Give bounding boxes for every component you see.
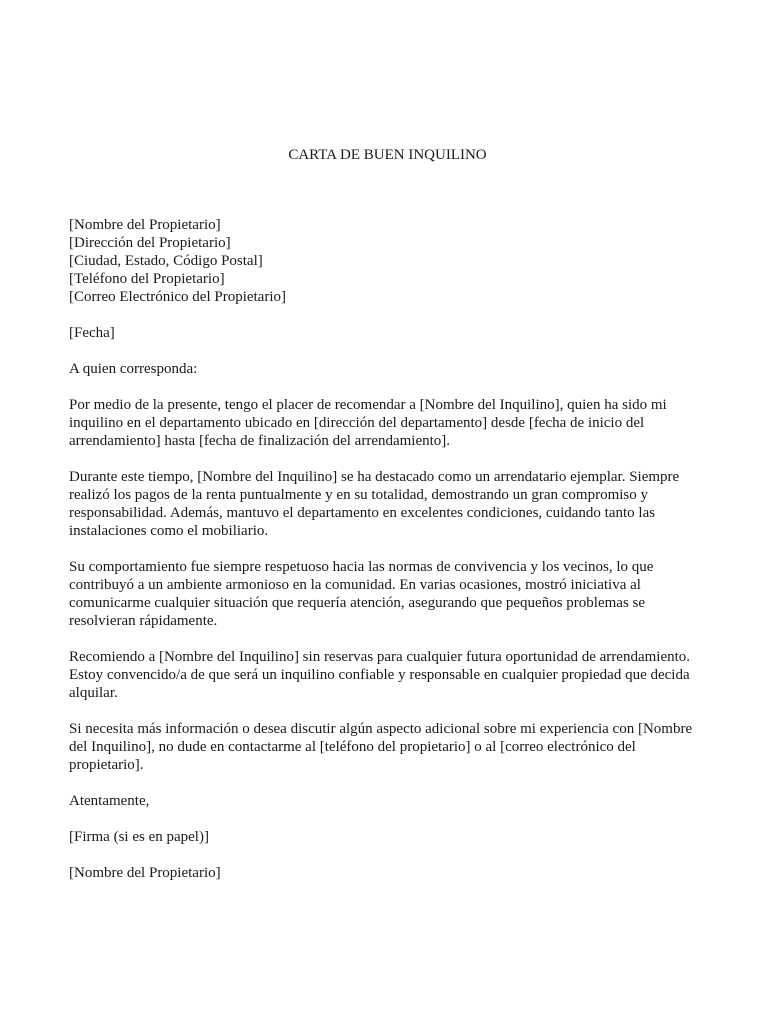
body-paragraph-3: Su comportamiento fue siempre respetuoso hacia las normas de convivencia y los vecinos, lo que contribuyó a un ambiente armonioso en la comunidad. En varias ocasiones, mostró iniciativa al comunicarme cualquier situación que requería atención, asegurando que pequeños problemas se resolvieran rápidamente. bbox=[69, 559, 654, 629]
address-line-phone: [Teléfono del Propietario] bbox=[69, 271, 225, 287]
address-line-email: [Correo Electrónico del Propietario] bbox=[69, 289, 287, 305]
address-line-name: [Nombre del Propietario] bbox=[69, 217, 221, 233]
letter-salutation: A quien corresponda: bbox=[69, 361, 198, 377]
letter-closing: Atentamente, bbox=[69, 793, 150, 809]
sender-address-block bbox=[69, 216, 701, 306]
signature-placeholder: [Firma (si es en papel)] bbox=[69, 829, 209, 845]
address-line-city: [Ciudad, Estado, Código Postal] bbox=[69, 253, 263, 269]
signer-name: [Nombre del Propietario] bbox=[69, 865, 221, 881]
address-line-street: [Dirección del Propietario] bbox=[69, 235, 231, 251]
body-paragraph-5: Si necesita más información o desea discutir algún aspecto adicional sobre mi experiencia con [Nombre del Inquilino], no dude en contactarme al [teléfono del propietario] o al [correo electrónico del propietario]. bbox=[69, 721, 693, 773]
letter-body bbox=[69, 146, 701, 900]
document-title: CARTA DE BUEN INQUILINO bbox=[288, 147, 487, 163]
letter-date: [Fecha] bbox=[69, 325, 115, 341]
body-paragraph-4: Recomiendo a [Nombre del Inquilino] sin reservas para cualquier futura oportunidad de arrendamiento. Estoy convencido/a de que será un inquilino confiable y responsable en cualquier propiedad que decida alquilar. bbox=[69, 649, 691, 701]
body-paragraph-1: Por medio de la presente, tengo el placer de recomendar a [Nombre del Inquilino], quien ha sido mi inquilino en el departamento ubicado en [dirección del departamento] desde [fecha de inicio del arrendamiento] hasta [fecha de finalización del arrendamiento]. bbox=[69, 397, 667, 449]
body-paragraph-2: Durante este tiempo, [Nombre del Inquilino] se ha destacado como un arrendatario ejemplar. Siempre realizó los pagos de la renta puntualmente y en su totalidad, demostrando un gran compromiso y responsabilidad. Además, mantuvo el departamento en excelentes condiciones, cuidando tanto las instalaciones como el mobiliario. bbox=[69, 469, 680, 539]
